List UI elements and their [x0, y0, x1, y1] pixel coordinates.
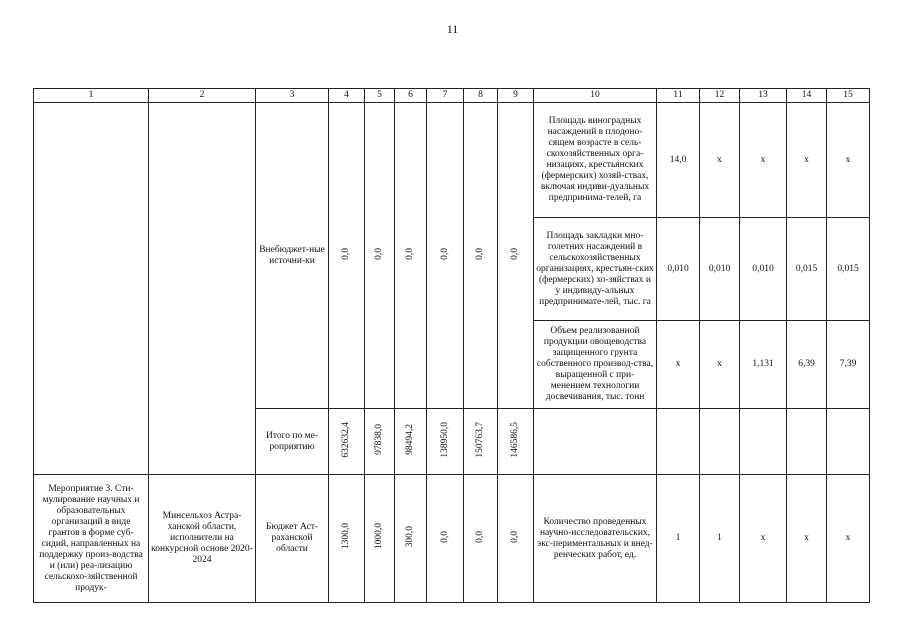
- indicator-value: x: [740, 103, 787, 218]
- header-cell: 5: [365, 89, 395, 103]
- indicator-value: 0,010: [740, 218, 787, 321]
- indicator-value: x: [657, 321, 700, 409]
- total-value: 632632,4: [341, 421, 351, 458]
- value-text: 0,0: [439, 530, 450, 543]
- indicator-name: Площадь виноградных насаждений в плодоно-сящем возрасте в сель-скохозяйственных орга-низациях, крестьянских (фермерских) хозяй-ствах, включая индиви-дуальных предпринима-телей, га: [534, 103, 657, 218]
- value-cell: [395, 475, 427, 603]
- header-cell: 9: [498, 89, 534, 103]
- value-cell: [395, 103, 427, 409]
- value-text: 0,0: [439, 247, 450, 260]
- header-cell: 8: [464, 89, 498, 103]
- table-row: [34, 103, 870, 218]
- header-cell: 10: [534, 89, 657, 103]
- header-cell: 13: [740, 89, 787, 103]
- indicator-value: 6,39: [787, 321, 827, 409]
- empty-cell: [827, 409, 870, 475]
- indicator-value: x: [827, 103, 870, 218]
- executor-name: Минсельхоз Астра-ханской области, исполнители на конкурсной основе 2020-2024: [149, 475, 256, 603]
- value-cell: [498, 103, 534, 409]
- empty-cell: [787, 409, 827, 475]
- indicator-value: x: [787, 475, 827, 603]
- value-text: 0,0: [405, 247, 415, 260]
- measure-row: [34, 475, 870, 603]
- value-text: 0,0: [510, 247, 520, 260]
- empty-cell: [534, 409, 657, 475]
- indicator-value: 0,010: [657, 218, 700, 321]
- total-value-cell: [498, 409, 534, 475]
- value-cell: [329, 475, 365, 603]
- header-cell: 15: [827, 89, 870, 103]
- total-value-cell: [464, 409, 498, 475]
- total-value: 97838,0: [374, 424, 384, 455]
- indicator-name: Количество проведенных научно-исследовательских, экс-периментальных и внед-ренческих работ, ед.: [534, 475, 657, 603]
- measure-name: Мероприятие 3. Сти-мулирование научных и образовательных организаций в виде грантов в форме суб-сидий, направленных на поддержку произ-водства и (или) реа-лизацию сельскохо-зяйственной продук-: [34, 475, 149, 603]
- value-cell: [464, 475, 498, 603]
- indicator-value: 1: [657, 475, 700, 603]
- value-text: 300,0: [405, 525, 415, 548]
- header-cell: 7: [427, 89, 464, 103]
- value-text: 0,0: [374, 247, 384, 260]
- header-cell: 4: [329, 89, 365, 103]
- header-row: [34, 89, 870, 103]
- value-text: 1300,0: [341, 523, 351, 550]
- header-cell: 12: [700, 89, 740, 103]
- empty-cell: [740, 409, 787, 475]
- indicator-value: 0,010: [700, 218, 740, 321]
- indicator-value: 7,39: [827, 321, 870, 409]
- empty-cell: [657, 409, 700, 475]
- value-cell: [498, 475, 534, 603]
- indicator-name: Площадь закладки мно-голетних насаждений в сельскохозяйственных организациях, крестьян-ских (фермерских) хо-зяйствах и у индивиду-альных предпринимате-лей, тыс. га: [534, 218, 657, 321]
- total-label: Итого по ме-роприятию: [256, 409, 329, 475]
- total-value: 98494,2: [405, 424, 415, 455]
- header-cell: 1: [34, 89, 149, 103]
- measure-cell: [34, 103, 149, 475]
- funding-source-cell: Внебюджет-ные источни-ки: [256, 103, 329, 409]
- indicator-value: x: [700, 321, 740, 409]
- indicator-value: 0,015: [787, 218, 827, 321]
- total-value: 150763,7: [475, 421, 485, 458]
- value-cell: [464, 103, 498, 409]
- total-value-cell: [427, 409, 464, 475]
- total-value-cell: [365, 409, 395, 475]
- indicator-value: 1,131: [740, 321, 787, 409]
- header-cell: 14: [787, 89, 827, 103]
- header-cell: 6: [395, 89, 427, 103]
- executor-cell: [149, 103, 256, 475]
- value-cell: [427, 475, 464, 603]
- value-text: 0,0: [510, 530, 520, 543]
- indicator-value: 0,015: [827, 218, 870, 321]
- value-cell: [329, 103, 365, 409]
- header-cell: 3: [256, 89, 329, 103]
- total-value-cell: [395, 409, 427, 475]
- indicator-value: 14,0: [657, 103, 700, 218]
- value-cell: [365, 475, 395, 603]
- value-text: 0,0: [341, 247, 351, 260]
- funding-source-cell: Бюджет Аст-раханской области: [256, 475, 329, 603]
- value-text: 0,0: [475, 247, 485, 260]
- indicator-value: x: [700, 103, 740, 218]
- value-cell: [427, 103, 464, 409]
- value-text: 0,0: [475, 530, 485, 543]
- empty-cell: [700, 409, 740, 475]
- total-value-cell: [329, 409, 365, 475]
- program-table: [33, 88, 870, 603]
- indicator-value: x: [827, 475, 870, 603]
- page-number: 11: [446, 22, 459, 36]
- total-value: 138950,0: [439, 421, 450, 458]
- total-value: 146586,5: [510, 421, 520, 458]
- indicator-value: 1: [700, 475, 740, 603]
- indicator-value: x: [740, 475, 787, 603]
- header-cell: 11: [657, 89, 700, 103]
- indicator-value: x: [787, 103, 827, 218]
- header-cell: 2: [149, 89, 256, 103]
- indicator-name: Объем реализованной продукции овощеводства защищенного грунта собственного производ-ства, выращенной с при-менением технологии досвечивания, тыс. тонн: [534, 321, 657, 409]
- value-cell: [365, 103, 395, 409]
- value-text: 1000,0: [374, 523, 384, 550]
